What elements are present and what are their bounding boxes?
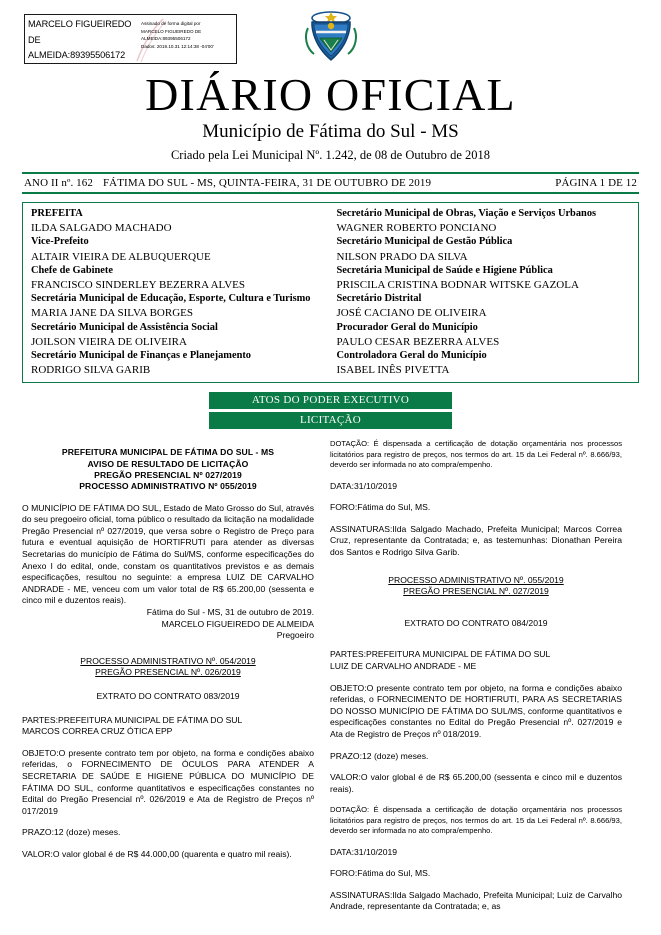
section-banner-licitacao: LICITAÇÃO <box>209 412 452 429</box>
notice-heading-line-3: PREGÃO PRESENCIAL Nº 027/2019 <box>94 470 242 481</box>
right-partes-line-1: PARTES:PREFEITURA MUNICIPAL DE FÁTIMA DO SUL <box>330 649 551 660</box>
left-objeto: OBJETO:O presente contrato tem por objeto, na forma e condições abaixo referidas, o FORNECIMENTO DE ÓCULOS PARA ATENDER A SECRETARIA DE SAÚDE E HIGIENE PÚBLICA DO MUNICÍPIO DE FÁTIMA DO SUL, conforme quantitativos e especificações constantes no Edital do Pregão Presencial nº. 026/2019 e Ata de Registro de Preços nº 017/2019 <box>22 747 314 816</box>
signature-details <box>138 15 236 63</box>
right-extract-title: EXTRATO DO CONTRATO 084/2019 <box>404 617 548 628</box>
right-process-administrative-number: PROCESSO ADMINISTRATIVO Nº. 055/2019 <box>388 574 564 585</box>
section-banner-executive-acts: ATOS DO PODER EXECUTIVO <box>209 392 452 409</box>
left-valor: VALOR:O valor global é de R$ 44.000,00 (quarenta e quatro mil reais). <box>22 848 292 859</box>
official-role: Vice-Prefeito <box>31 236 89 248</box>
notice-signer-name: MARCELO FIGUEIREDO DE ALMEIDA <box>161 618 314 629</box>
right-partes-line-2: LUIZ DE CARVALHO ANDRADE - ME <box>330 661 477 671</box>
right-valor: VALOR:O valor global é de R$ 65.200,00 (sessenta e cinco mil e duzentos reais). <box>330 772 622 794</box>
column-left <box>22 439 314 913</box>
right-assinaturas: ASSINATURAS:Ilda Salgado Machado, Prefeita Municipal; Luiz de Carvalho Andrade, representante da Contratada; e, as <box>330 889 622 912</box>
left-partes-line-1: PARTES:PREFEITURA MUNICIPAL DE FÁTIMA DO SUL <box>22 714 243 725</box>
official-name: WAGNER ROBERTO PONCIANO <box>336 222 497 235</box>
official-name: FRANCISCO SINDERLEY BEZERRA ALVES <box>31 279 246 292</box>
edition-bar <box>22 172 639 194</box>
edition-year-number: ANO II nº. 162 <box>24 177 93 189</box>
right-foro-top: FORO:Fátima do Sul, MS. <box>330 502 431 513</box>
page-title: DIÁRIO OFICIAL <box>145 69 516 120</box>
signature-detail-line-1: Assinado de forma digital por <box>141 21 201 26</box>
officials-column-left <box>23 207 333 377</box>
official-role: Secretária Municipal de Saúde e Higiene Pública <box>336 264 553 276</box>
notice-heading-line-2: AVISO DE RESULTADO DE LICITAÇÃO <box>87 458 249 469</box>
masthead-law-reference: Criado pela Lei Municipal Nº. 1.242, de 08 de Outubro de 2018 <box>170 148 491 162</box>
official-name: NILSON PRADO DA SILVA <box>336 250 468 263</box>
notice-heading-line-4: PROCESSO ADMINISTRATIVO Nº 055/2019 <box>79 481 257 492</box>
notice-body-text: O MUNICÍPIO DE FÁTIMA DO SUL, Estado de Mato Grosso do Sul, através do seu pregoeiro oficial, toma público o resultado da licitação na modalidade Pregão Presencial nº 027/2019, que versa sobre o Registro de Preço para futura e eventual aquisição de HORTIFRUTI para atender as diversas Secretarias do município de Fátima do Sul/MS, conforme especificações do Anexo I do edital, onde, constam os quantitativos previstos e as demais especificações, resultou no seguinte: a empresa LUIZ DE CARVALHO ANDRADE - ME, venceu com um valor total de R$ 65.200,00 (sessenta e cinco mil e duzentos reais). <box>22 502 314 606</box>
right-assinaturas-top: ASSINATURAS:Ilda Salgado Machado, Prefeita Municipal; Marcos Correa Cruz, representante da Contratada; e, as testemunhas: Dionathan Pereira dos Santos e Rodrigo Silva Garib. <box>330 523 622 558</box>
official-name: ISABEL INÊS PIVETTA <box>336 364 450 377</box>
notice-heading-line-1: PREFEITURA MUNICIPAL DE FÁTIMA DO SUL - MS <box>61 447 275 458</box>
digital-signature-stamp <box>24 14 237 64</box>
left-process-administrative-number: PROCESSO ADMINISTRATIVO Nº. 054/2019 <box>80 655 256 666</box>
official-name: PRISCILA CRISTINA BODNAR WITSKE GAZOLA <box>336 279 579 292</box>
notice-signer-role: Pregoeiro <box>276 630 314 641</box>
right-pregao-number: PREGÃO PRESENCIAL Nº. 027/2019 <box>403 586 549 597</box>
official-name: RODRIGO SILVA GARIB <box>31 364 151 377</box>
official-role: Secretário Municipal de Assistência Social <box>31 321 218 333</box>
official-name: PAULO CESAR BEZERRA ALVES <box>336 335 500 348</box>
left-prazo: PRAZO:12 (doze) meses. <box>22 827 121 838</box>
right-data-top: DATA:31/10/2019 <box>330 480 398 491</box>
officials-column-right <box>333 207 639 377</box>
official-role: Secretário Distrital <box>336 293 422 305</box>
edition-place-date: FÁTIMA DO SUL - MS, QUINTA-FEIRA, 31 DE OUTUBRO DE 2019 <box>102 177 432 189</box>
column-right <box>330 439 622 913</box>
official-name: ILDA SALGADO MACHADO <box>31 222 172 235</box>
signature-detail-line-4: Dados: 2019.10.31 12:14:38 -04'00' <box>141 43 214 49</box>
right-dotacao-top: DOTAÇÃO: É dispensada a certificação de dotação orçamentária nos processos licitatórios para registro de preços, nos termos do art. 15 da Lei Federal nº. 8.666/93, deverdo ser informada no ato compra/empenho. <box>330 439 622 470</box>
right-data: DATA:31/10/2019 <box>330 846 398 857</box>
official-name: JOILSON VIEIRA DE OLIVEIRA <box>31 335 187 348</box>
official-role: Secretário Municipal de Finanças e Planejamento <box>31 350 252 362</box>
official-role: Controladora Geral do Município <box>336 350 487 362</box>
notice-place-date: Fátima do Sul - MS, 31 de outubro de 2019. <box>146 606 314 617</box>
official-role: Secretário Municipal de Gestão Pública <box>336 236 513 248</box>
right-objeto: OBJETO:O presente contrato tem por objeto, na forma e condições abaixo referidas, o FORNECIMENTO DE HORTIFRUTI, PARA AS SECRETARIAS DO NOSSO MUNICÍPIO DE FÁTIMA DO SUL/MS, conforme quantitativos e especificações constantes no Edital do Pregão Presencial nº. 027/2019 e Ata de Registro de Preços nº 018/2019. <box>330 682 622 739</box>
signature-detail-line-3: ALMEIDA:89395506172 <box>141 36 191 42</box>
official-name: ALTAIR VIEIRA DE ALBUQUERQUE <box>31 250 211 263</box>
official-role: PREFEITA <box>31 208 83 219</box>
official-role: Secretário Municipal de Obras, Viação e Serviços Urbanos <box>336 208 597 219</box>
left-extract-title: EXTRATO DO CONTRATO 083/2019 <box>96 690 240 701</box>
right-dotacao: DOTAÇÃO: É dispensada a certificação de dotação orçamentária nos processos licitatórios para registro de preços, nos termos do art. 15 da Lei Federal nº. 8.666/93, deverdo ser informada no ato compra/empenho. <box>330 805 622 836</box>
body-columns <box>22 439 639 913</box>
signature-detail-line-2: MARCELO FIGUEIREDO DE <box>141 28 202 34</box>
official-role: Secretária Municipal de Educação, Esporte, Cultura e Turismo <box>31 293 311 305</box>
officials-box <box>22 202 639 383</box>
official-role: Procurador Geral do Município <box>336 321 478 333</box>
right-prazo: PRAZO:12 (doze) meses. <box>330 750 429 761</box>
official-name: MARIA JANE DA SILVA BORGES <box>31 307 193 320</box>
left-pregao-number: PREGÃO PRESENCIAL Nº. 026/2019 <box>95 667 241 678</box>
coat-of-arms-icon <box>302 8 360 66</box>
official-role: Chefe de Gabinete <box>31 264 113 276</box>
edition-page-number: PÁGINA 1 DE 12 <box>555 177 637 189</box>
right-foro: FORO:Fátima do Sul, MS. <box>330 868 431 879</box>
left-partes-line-2: MARCOS CORREA CRUZ ÓTICA EPP <box>22 726 173 737</box>
masthead-subtitle: Município de Fátima do Sul - MS <box>202 121 459 142</box>
masthead <box>22 70 639 166</box>
signature-name: MARCELO FIGUEIREDO DE ALMEIDA:89395506172 <box>28 19 132 60</box>
official-name: JOSÉ CACIANO DE OLIVEIRA <box>336 307 487 320</box>
